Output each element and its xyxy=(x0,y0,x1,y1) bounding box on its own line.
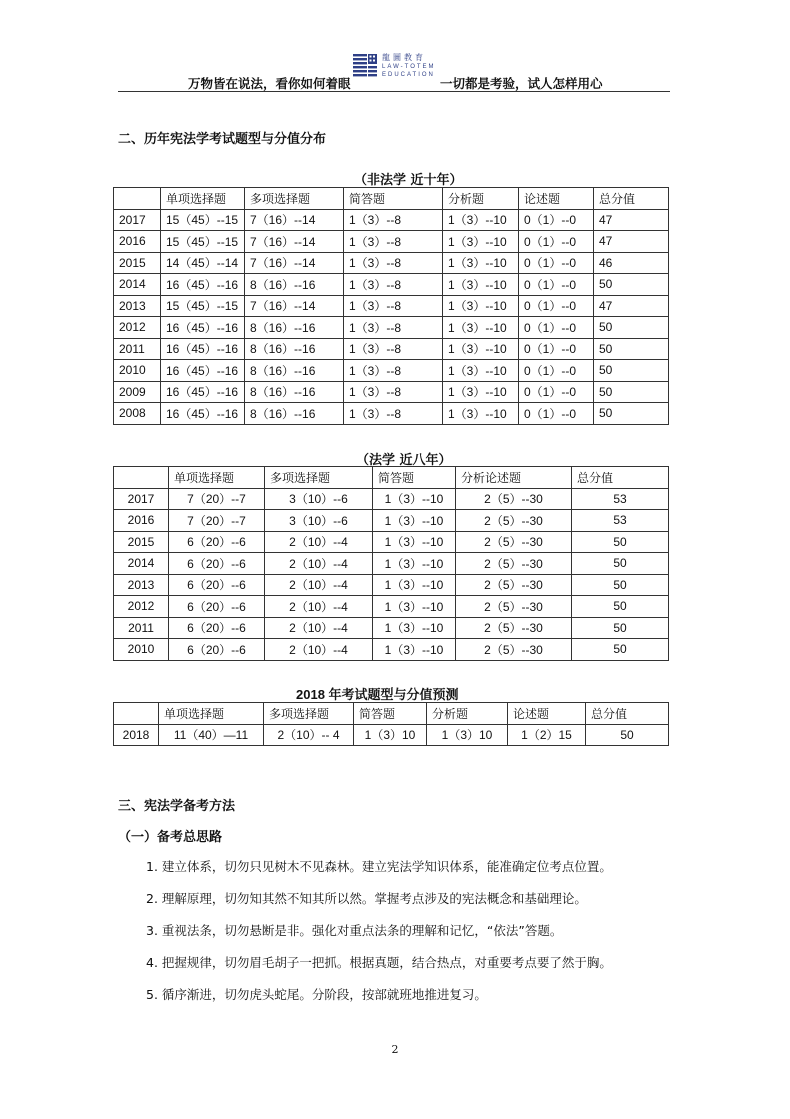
table-cell: 2014 xyxy=(114,274,161,296)
table-cell: 2010 xyxy=(114,639,169,661)
logo-mark-icon xyxy=(352,52,378,80)
header-cell: 总分值 xyxy=(572,467,669,489)
header-cell: 论述题 xyxy=(508,703,586,725)
section-3-title: 三、宪法学备考方法 xyxy=(118,799,236,814)
table-cell: 1（3）--8 xyxy=(344,338,443,360)
table-cell: 47 xyxy=(594,231,669,253)
table-cell: 1（3）--10 xyxy=(443,209,519,231)
table-cell: 3（10）--6 xyxy=(265,510,373,532)
table-cell: 2014 xyxy=(114,553,169,575)
table-cell: 2013 xyxy=(114,574,169,596)
table-row xyxy=(114,724,669,746)
table-cell: 1（3）10 xyxy=(427,724,508,746)
table-row xyxy=(114,617,669,639)
table-cell: 0（1）--0 xyxy=(519,381,594,403)
table-cell: 1（3）--8 xyxy=(344,209,443,231)
table-cell: 2018 xyxy=(114,724,159,746)
table-cell: 2015 xyxy=(114,252,161,274)
header-cell: 简答题 xyxy=(344,188,443,210)
table-row xyxy=(114,274,669,296)
table-row xyxy=(114,338,669,360)
table-cell: 6（20）--6 xyxy=(169,553,265,575)
table-cell: 2017 xyxy=(114,488,169,510)
table-row xyxy=(114,403,669,425)
table-cell: 50 xyxy=(572,617,669,639)
header-cell: 分析论述题 xyxy=(456,467,572,489)
table-row xyxy=(114,360,669,382)
table-cell: 50 xyxy=(572,596,669,618)
logo-english-line1: LAW-TOTEM xyxy=(382,64,436,70)
header-cell: 简答题 xyxy=(354,703,427,725)
table-cell: 1（3）--8 xyxy=(344,295,443,317)
header-cell: 总分值 xyxy=(586,703,669,725)
header-cell: 单项选择题 xyxy=(159,703,264,725)
table-cell: 7（20）--7 xyxy=(169,488,265,510)
table-cell: 14（45）--14 xyxy=(161,252,245,274)
table-cell: 2008 xyxy=(114,403,161,425)
table-cell: 2（10）--4 xyxy=(265,574,373,596)
table-1-caption: （非法学 近十年） xyxy=(354,173,463,188)
table-cell: 6（20）--6 xyxy=(169,617,265,639)
header-cell: 多项选择题 xyxy=(245,188,344,210)
table-row xyxy=(114,317,669,339)
header-cell xyxy=(114,188,161,210)
table-row xyxy=(114,510,669,532)
table-cell: 0（1）--0 xyxy=(519,209,594,231)
table-cell: 2（10）--4 xyxy=(265,531,373,553)
table-cell: 7（16）--14 xyxy=(245,252,344,274)
table-cell: 46 xyxy=(594,252,669,274)
table-cell: 2016 xyxy=(114,231,161,253)
table-cell: 0（1）--0 xyxy=(519,295,594,317)
table-cell: 8（16）--16 xyxy=(245,338,344,360)
header-cell xyxy=(114,703,159,725)
table-cell: 2012 xyxy=(114,596,169,618)
header-cell: 分析题 xyxy=(443,188,519,210)
table-cell: 2（10）-- 4 xyxy=(264,724,354,746)
table-cell: 16（45）--16 xyxy=(161,381,245,403)
table-cell: 2（5）--30 xyxy=(456,617,572,639)
table-cell: 1（3）--8 xyxy=(344,274,443,296)
table-row xyxy=(114,231,669,253)
table-cell: 16（45）--16 xyxy=(161,317,245,339)
table-law-eight-years xyxy=(113,466,669,661)
table-row xyxy=(114,381,669,403)
table-row xyxy=(114,209,669,231)
table-cell: 1（3）--10 xyxy=(373,639,456,661)
table-cell: 0（1）--0 xyxy=(519,317,594,339)
header-cell: 论述题 xyxy=(519,188,594,210)
table-cell: 2（10）--4 xyxy=(265,617,373,639)
table-cell: 1（3）--10 xyxy=(443,338,519,360)
table-cell: 2016 xyxy=(114,510,169,532)
table-cell: 1（3）--8 xyxy=(344,360,443,382)
table-cell: 1（3）--10 xyxy=(373,553,456,575)
table-cell: 50 xyxy=(594,403,669,425)
section-3-subtitle: （一）备考总思路 xyxy=(118,830,223,845)
table-cell: 8（16）--16 xyxy=(245,403,344,425)
table-cell: 1（3）--10 xyxy=(373,510,456,532)
table-cell: 2（10）--4 xyxy=(265,596,373,618)
table-cell: 6（20）--6 xyxy=(169,639,265,661)
table-cell: 2（5）--30 xyxy=(456,510,572,532)
table-cell: 1（3）--10 xyxy=(373,596,456,618)
table-cell: 0（1）--0 xyxy=(519,403,594,425)
table-cell: 2（10）--4 xyxy=(265,639,373,661)
table-cell: 1（3）--10 xyxy=(443,360,519,382)
table-cell: 0（1）--0 xyxy=(519,360,594,382)
table-cell: 2（5）--30 xyxy=(456,639,572,661)
table-cell: 50 xyxy=(594,381,669,403)
table-row xyxy=(114,295,669,317)
table-cell: 1（3）--10 xyxy=(443,252,519,274)
table-cell: 2013 xyxy=(114,295,161,317)
list-item: 1. 建立体系，切勿只见树木不见森林。建立宪法学知识体系，能准确定位考点位置。 xyxy=(146,859,612,874)
header-cell xyxy=(114,467,169,489)
table-cell: 1（3）--10 xyxy=(373,574,456,596)
table-row xyxy=(114,639,669,661)
table-cell: 1（3）10 xyxy=(354,724,427,746)
table-row xyxy=(114,553,669,575)
table-cell: 16（45）--16 xyxy=(161,403,245,425)
table-cell: 1（3）--8 xyxy=(344,231,443,253)
header-divider xyxy=(118,91,670,92)
table-2-caption: （法学 近八年） xyxy=(356,453,452,468)
table-cell: 1（3）--10 xyxy=(373,488,456,510)
table-cell: 1（3）--10 xyxy=(373,531,456,553)
table-row xyxy=(114,252,669,274)
list-item: 5. 循序渐进，切勿虎头蛇尾。分阶段，按部就班地推进复习。 xyxy=(146,987,487,1002)
table-cell: 1（3）--10 xyxy=(373,617,456,639)
table-cell: 0（1）--0 xyxy=(519,274,594,296)
table-cell: 2（5）--30 xyxy=(456,531,572,553)
table-cell: 2010 xyxy=(114,360,161,382)
table-cell: 53 xyxy=(572,488,669,510)
list-item: 4. 把握规律，切勿眉毛胡子一把抓。根据真题，结合热点，对重要考点要了然于胸。 xyxy=(146,955,612,970)
table-non-law-ten-years xyxy=(113,187,669,425)
table-cell: 1（3）--10 xyxy=(443,381,519,403)
table-row xyxy=(114,531,669,553)
table-cell: 11（40）—11 xyxy=(159,724,264,746)
table-cell: 50 xyxy=(594,274,669,296)
header-right-motto: 一切都是考验，试人怎样用心 xyxy=(440,76,603,91)
table-cell: 50 xyxy=(572,639,669,661)
table-cell: 2011 xyxy=(114,338,161,360)
table-cell: 16（45）--16 xyxy=(161,360,245,382)
section-2-title: 二、历年宪法学考试题型与分值分布 xyxy=(118,132,327,147)
table-cell: 15（45）--15 xyxy=(161,209,245,231)
table-cell: 47 xyxy=(594,295,669,317)
table-cell: 7（16）--14 xyxy=(245,209,344,231)
table-cell: 50 xyxy=(594,360,669,382)
table-row xyxy=(114,574,669,596)
table-cell: 7（16）--14 xyxy=(245,231,344,253)
table-cell: 6（20）--6 xyxy=(169,574,265,596)
table-cell: 0（1）--0 xyxy=(519,231,594,253)
table-cell: 1（3）--10 xyxy=(443,403,519,425)
table-cell: 8（16）--16 xyxy=(245,317,344,339)
table-header-row xyxy=(114,467,669,489)
law-totem-logo xyxy=(352,50,442,86)
table-cell: 16（45）--16 xyxy=(161,338,245,360)
table-cell: 3（10）--6 xyxy=(265,488,373,510)
table-cell: 16（45）--16 xyxy=(161,274,245,296)
table-cell: 8（16）--16 xyxy=(245,360,344,382)
table-cell: 50 xyxy=(586,724,669,746)
header-cell: 单项选择题 xyxy=(169,467,265,489)
table-cell: 7（20）--7 xyxy=(169,510,265,532)
table-cell: 1（3）--8 xyxy=(344,317,443,339)
table-cell: 53 xyxy=(572,510,669,532)
table-cell: 15（45）--15 xyxy=(161,231,245,253)
table-cell: 1（3）--10 xyxy=(443,295,519,317)
table-cell: 6（20）--6 xyxy=(169,596,265,618)
list-item: 2. 理解原理，切勿知其然不知其所以然。掌握考点涉及的宪法概念和基础理论。 xyxy=(146,891,587,906)
table-cell: 1（3）--10 xyxy=(443,317,519,339)
table-cell: 0（1）--0 xyxy=(519,338,594,360)
table-cell: 1（3）--8 xyxy=(344,252,443,274)
table-cell: 1（3）--10 xyxy=(443,231,519,253)
table-cell: 8（16）--16 xyxy=(245,381,344,403)
header-cell: 单项选择题 xyxy=(161,188,245,210)
table-3-caption: 2018 年考试题型与分值预测 xyxy=(296,687,459,702)
table-cell: 2（10）--4 xyxy=(265,553,373,575)
header-cell: 简答题 xyxy=(373,467,456,489)
table-cell: 2011 xyxy=(114,617,169,639)
table-cell: 47 xyxy=(594,209,669,231)
table-2018-prediction xyxy=(113,702,669,746)
table-cell: 1（3）--8 xyxy=(344,403,443,425)
table-cell: 50 xyxy=(572,574,669,596)
header-left-motto: 万物皆在说法，看你如何着眼 xyxy=(188,76,351,91)
list-item: 3. 重视法条，切勿悬断是非。强化对重点法条的理解和记忆，“依法”答题。 xyxy=(146,923,563,938)
table-cell: 50 xyxy=(572,531,669,553)
header-cell: 多项选择题 xyxy=(264,703,354,725)
table-cell: 50 xyxy=(594,338,669,360)
table-cell: 1（3）--10 xyxy=(443,274,519,296)
header-cell: 分析题 xyxy=(427,703,508,725)
table-cell: 2017 xyxy=(114,209,161,231)
table-cell: 50 xyxy=(572,553,669,575)
header-cell: 多项选择题 xyxy=(265,467,373,489)
table-cell: 2009 xyxy=(114,381,161,403)
table-cell: 2012 xyxy=(114,317,161,339)
page-header xyxy=(118,44,670,92)
table-cell: 2（5）--30 xyxy=(456,553,572,575)
table-cell: 8（16）--16 xyxy=(245,274,344,296)
table-cell: 2（5）--30 xyxy=(456,596,572,618)
table-cell: 7（16）--14 xyxy=(245,295,344,317)
table-cell: 15（45）--15 xyxy=(161,295,245,317)
logo-chinese-text: 龍圖教育 xyxy=(382,53,426,62)
table-row xyxy=(114,596,669,618)
table-cell: 1（2）15 xyxy=(508,724,586,746)
table-cell: 1（3）--8 xyxy=(344,381,443,403)
table-header-row xyxy=(114,703,669,725)
table-cell: 0（1）--0 xyxy=(519,252,594,274)
logo-english-line2: EDUCATION xyxy=(382,72,435,78)
table-header-row xyxy=(114,188,669,210)
table-cell: 2015 xyxy=(114,531,169,553)
table-cell: 50 xyxy=(594,317,669,339)
table-row xyxy=(114,488,669,510)
header-cell: 总分值 xyxy=(594,188,669,210)
page-number: 2 xyxy=(391,1043,399,1056)
table-cell: 2（5）--30 xyxy=(456,574,572,596)
table-cell: 6（20）--6 xyxy=(169,531,265,553)
table-cell: 2（5）--30 xyxy=(456,488,572,510)
